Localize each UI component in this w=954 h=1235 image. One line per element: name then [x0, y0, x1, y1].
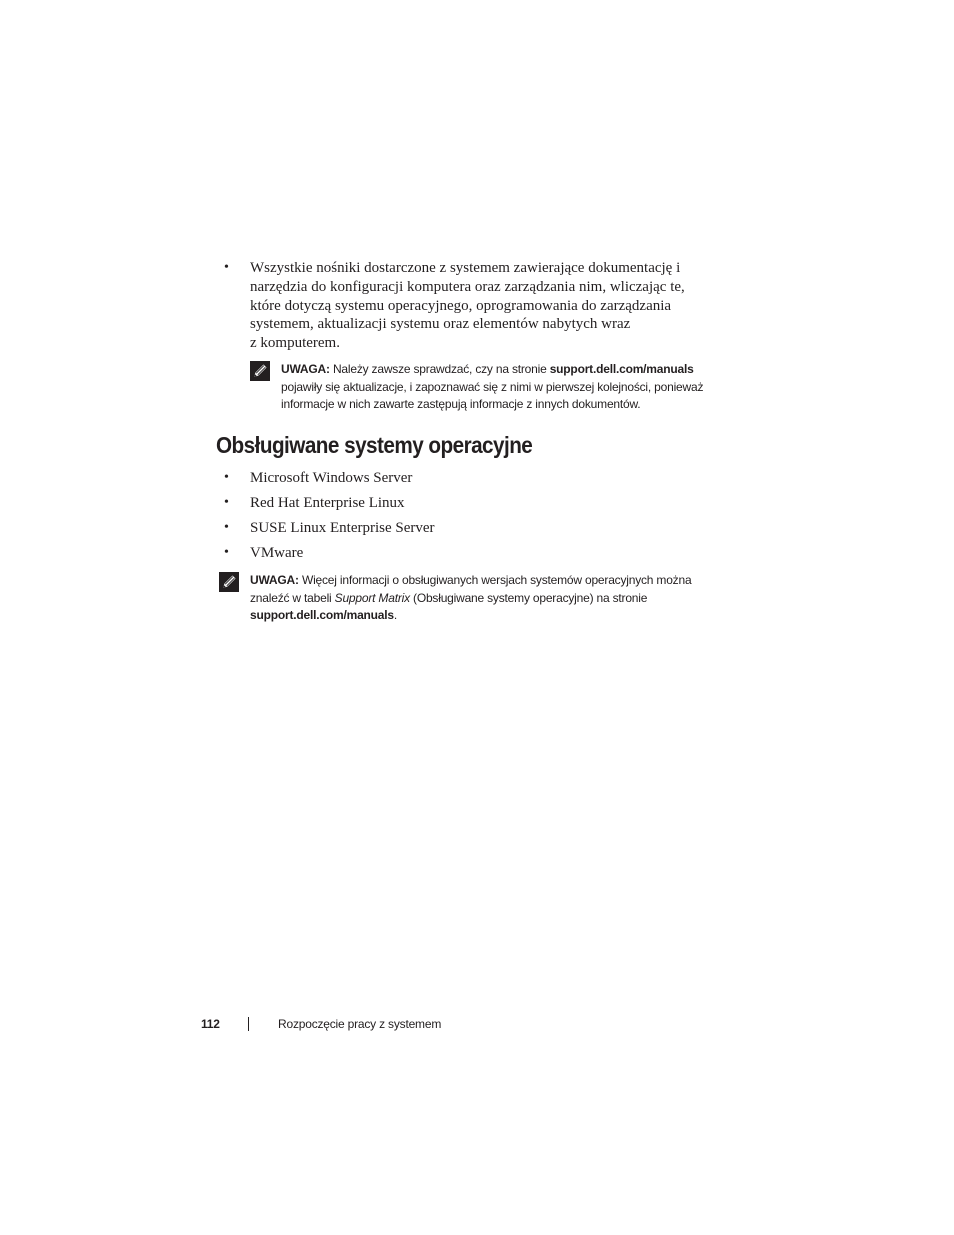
- manuals-link[interactable]: support.dell.com/manuals: [250, 608, 394, 623]
- note-text: znaleźć w tabeli: [250, 590, 332, 605]
- bullet-line: narzędzia do konfiguracji komputera oraz zarządzania nim, wliczając te,: [250, 278, 685, 295]
- note-text: .: [393, 608, 398, 623]
- support-matrix-title: Support Matrix: [334, 590, 410, 605]
- media-bullet-text: [250, 259, 720, 353]
- footer-section-title: Rozpoczęcie pracy z systemem: [278, 1017, 442, 1031]
- note-pencil-icon: [219, 572, 239, 592]
- bullet-marker: •: [224, 470, 229, 485]
- note-supported-os: [250, 572, 691, 625]
- note-text: informacje w nich zawarte zastępują informacje z innych dokumentów.: [281, 397, 641, 412]
- note-label: UWAGA:: [281, 362, 330, 376]
- bullet-marker: •: [224, 545, 229, 560]
- os-list-item: Red Hat Enterprise Linux: [250, 495, 405, 511]
- os-list-item: Microsoft Windows Server: [250, 470, 413, 486]
- note-pencil-icon: [250, 361, 270, 381]
- note-text: pojawiły się aktualizacje, i zapoznawać się z nimi w pierwszej kolejności, ponieważ: [281, 379, 704, 394]
- bullet-line: które dotyczą systemu operacyjnego, oprogramowania do zarządzania: [250, 297, 672, 314]
- page-number: 112: [201, 1017, 220, 1031]
- footer-divider: [248, 1017, 249, 1031]
- note-label: UWAGA:: [250, 573, 299, 587]
- bullet-line: z komputerem.: [250, 335, 340, 352]
- os-list-item: VMware: [250, 545, 304, 561]
- note-text: (Obsługiwane systemy operacyjne) na stronie: [413, 590, 648, 605]
- bullet-marker: •: [224, 260, 229, 275]
- note-update-warning: [281, 361, 703, 414]
- note-text: Więcej informacji o obsługiwanych wersjach systemów operacyjnych można: [301, 573, 692, 587]
- manuals-link[interactable]: support.dell.com/manuals: [549, 362, 694, 376]
- bullet-line: Wszystkie nośniki dostarczone z systemem zawierające dokumentację i: [250, 260, 681, 276]
- note-text: Należy zawsze sprawdzać, czy na stronie: [332, 362, 547, 376]
- bullet-line: systemem, aktualizacji systemu oraz elementów nabytych wraz: [250, 316, 631, 333]
- os-list-item: SUSE Linux Enterprise Server: [250, 520, 435, 536]
- bullet-marker: •: [224, 495, 229, 510]
- bullet-marker: •: [224, 520, 229, 535]
- section-heading: Obsługiwane systemy operacyjne: [216, 432, 533, 458]
